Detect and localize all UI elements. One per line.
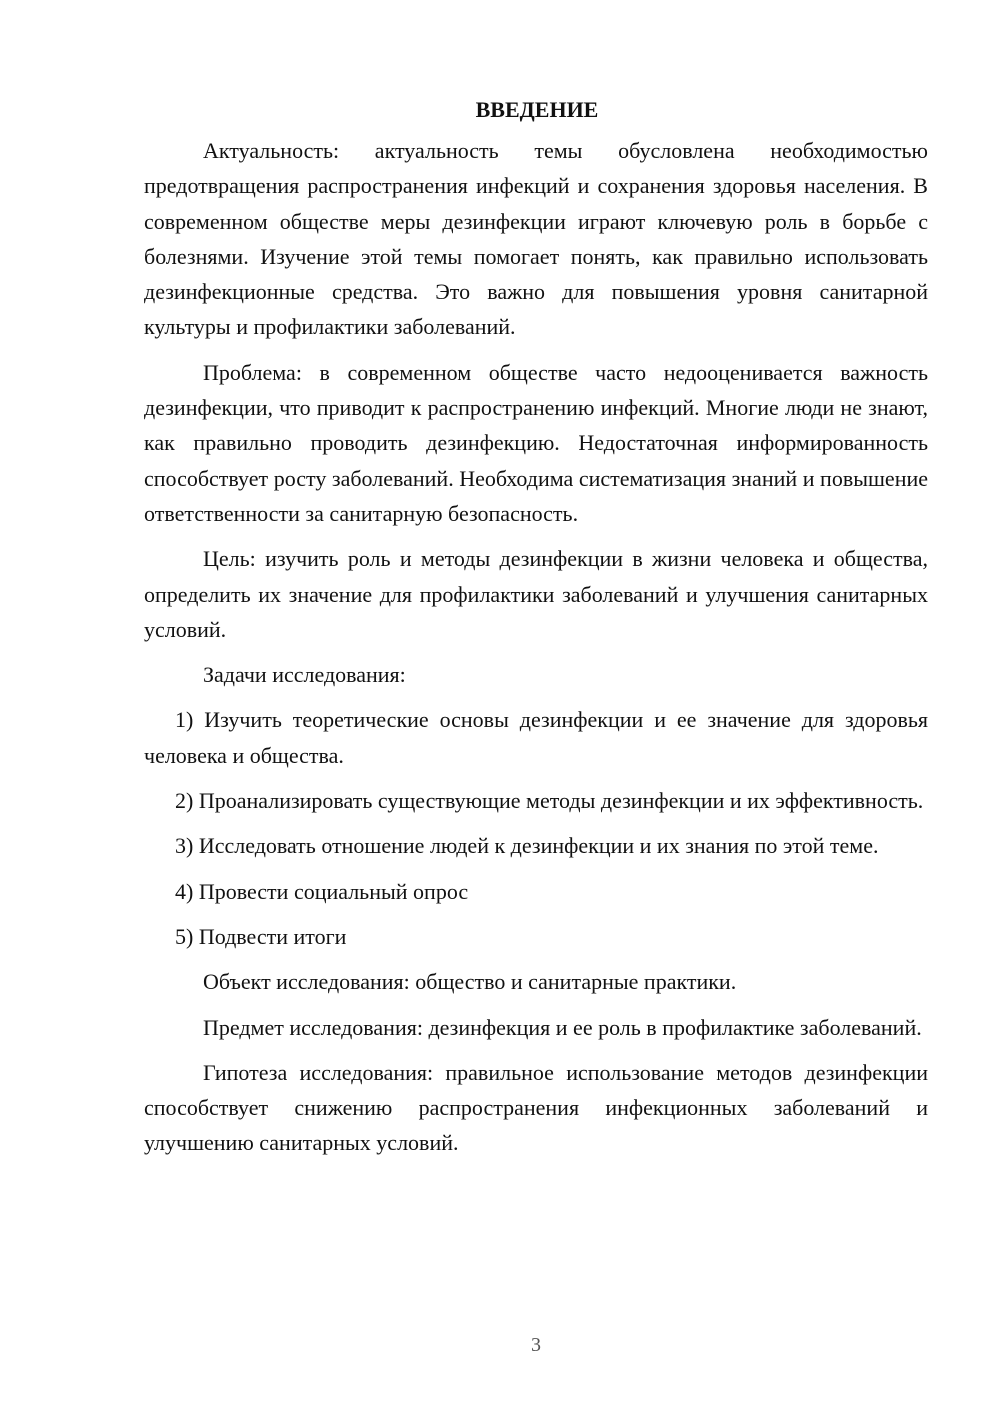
- task-item: 2) Проанализировать существующие методы дезинфекции и их эффективность.: [175, 788, 924, 814]
- paragraph-relevance: Актуальность: актуальность темы обусловлена необходимостью предотвращения распространения инфекций и сохранения здоровья населения. В современном обществе меры дезинфекции играют ключевую роль в борьбе с болезнями. Изучение этой темы помогает понять, как правильно использовать дезинфекционные средства. Это важно для повышения уровня санитарной культуры и профилактики заболеваний.: [144, 138, 928, 340]
- paragraph-subject: Предмет исследования: дезинфекция и ее роль в профилактике заболеваний.: [203, 1014, 922, 1040]
- paragraph-object: Объект исследования: общество и санитарные практики.: [203, 969, 737, 995]
- task-item: 1) Изучить теоретические основы дезинфекции и ее значение для здоровья человека и общества.: [144, 707, 928, 768]
- paragraph-problem: Проблема: в современном обществе часто недооценивается важность дезинфекции, что приводит к распространению инфекций. Многие люди не знают, как правильно проводить дезинфекцию. Недостаточная информированность способствует росту заболеваний. Необходима систематизация знаний и повышение ответственности за санитарную безопасность.: [144, 359, 928, 526]
- paragraph-tasks-heading: Задачи исследования:: [203, 662, 406, 688]
- task-item: 4) Провести социальный опрос: [175, 878, 469, 904]
- paragraph-goal: Цель: изучить роль и методы дезинфекции в жизни человека и общества, определить их значение для профилактики заболеваний и улучшения санитарных условий.: [144, 546, 928, 642]
- section-title: ВВЕДЕНИЕ: [475, 97, 599, 122]
- page-number: 3: [531, 1334, 541, 1356]
- paragraph-hypothesis: Гипотеза исследования: правильное использование методов дезинфекции способствует снижению распространения инфекционных заболеваний и улучшению санитарных условий.: [144, 1059, 928, 1156]
- task-item: 5) Подвести итоги: [175, 923, 347, 949]
- document-body: [144, 92, 928, 1171]
- task-item: 3) Исследовать отношение людей к дезинфекции и их знания по этой теме.: [175, 833, 879, 859]
